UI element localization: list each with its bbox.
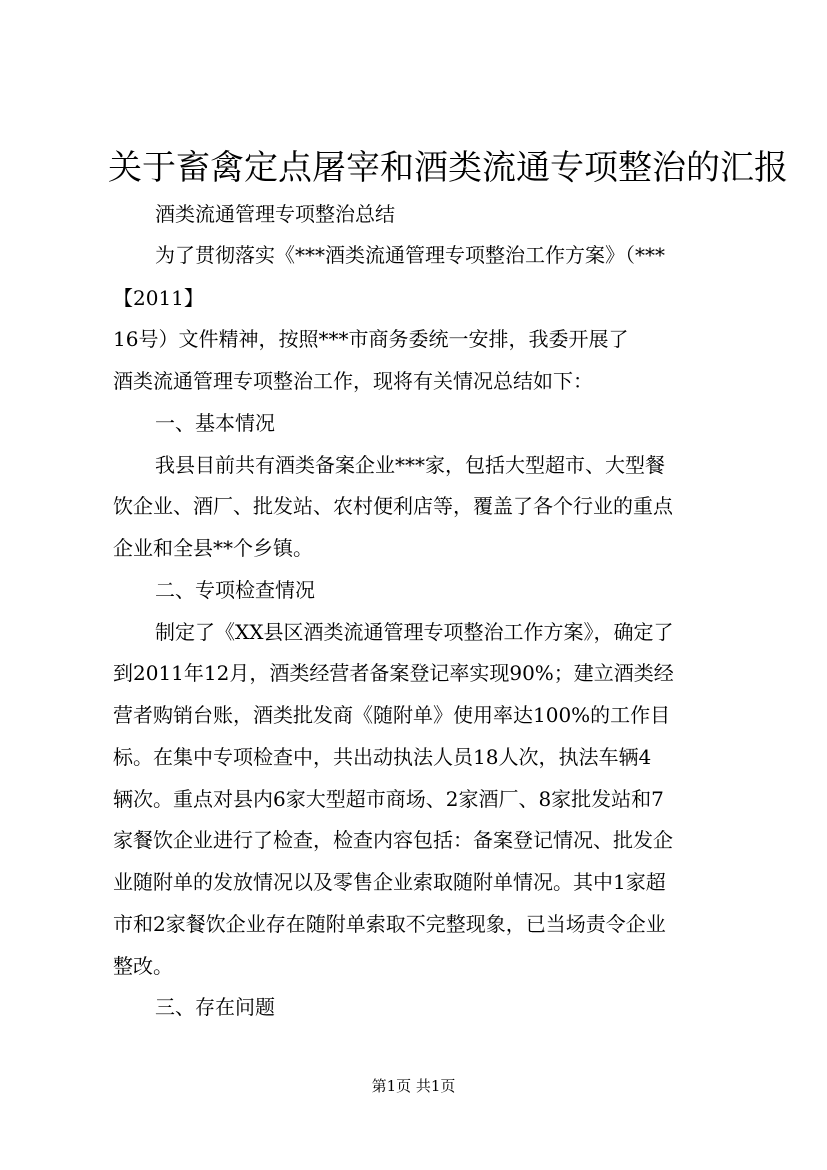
section-heading: 二、专项检查情况	[155, 578, 315, 602]
section-heading: 三、存在问题	[155, 995, 275, 1019]
document-title: 关于畜禽定点屠宰和酒类流通专项整治的汇报	[108, 148, 788, 188]
paragraph-line: 饮企业、酒厂、批发站、农村便利店等，覆盖了各个行业的重点	[113, 494, 673, 518]
paragraph-line: 制定了《XX县区酒类流通管理专项整治工作方案》，确定了	[155, 620, 674, 644]
paragraph-line: 标。在集中专项检查中，共出动执法人员18人次，执法车辆4	[113, 745, 652, 769]
paragraph-line: 辆次。重点对县内6家大型超市商场、2家酒厂、8家批发站和7	[113, 787, 664, 811]
paragraph-line: 16号）文件精神，按照***市商务委统一安排，我委开展了	[113, 327, 629, 351]
paragraph-line: 业随附单的发放情况以及零售企业索取随附单情况。其中1家超	[113, 870, 666, 894]
subtitle: 酒类流通管理专项整治总结	[155, 202, 395, 226]
paragraph-line: 到2011年12月，酒类经营者备案登记率实现90%；建立酒类经	[113, 661, 674, 685]
section-heading: 一、基本情况	[155, 411, 275, 435]
paragraph-line: 营者购销台账，酒类批发商《随附单》使用率达100%的工作目	[113, 703, 671, 727]
paragraph-line: 我县目前共有酒类备案企业***家，包括大型超市、大型餐	[155, 453, 665, 477]
paragraph-line: 企业和全县**个乡镇。	[113, 536, 313, 560]
paragraph-line: 家餐饮企业进行了检查，检查内容包括：备案登记情况、批发企	[113, 828, 673, 852]
paragraph-line: 市和2家餐饮企业存在随附单索取不完整现象，已当场责令企业	[113, 912, 666, 936]
paragraph-line: 整改。	[113, 954, 173, 978]
paragraph-line: 为了贯彻落实《***酒类流通管理专项整治工作方案》（***	[155, 243, 665, 267]
paragraph-line: 【2011】	[113, 286, 204, 310]
paragraph-line: 酒类流通管理专项整治工作，现将有关情况总结如下：	[113, 369, 593, 393]
page-footer: 第1页 共1页	[371, 1077, 456, 1095]
